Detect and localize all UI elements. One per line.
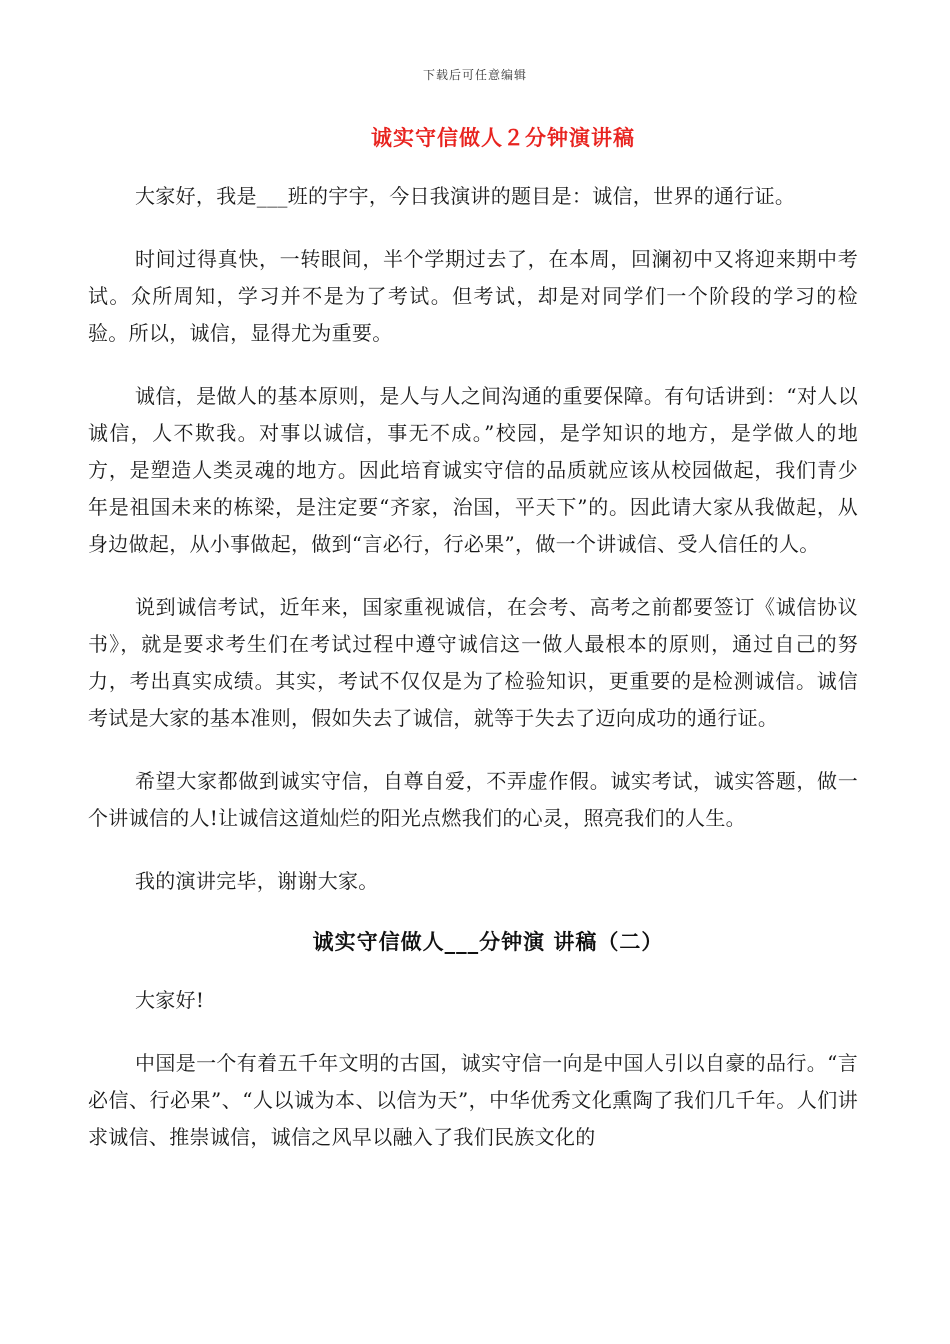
speech-title-1: 诚实守信做人２分钟演讲稿 bbox=[371, 125, 635, 150]
speech-title-2: 诚实守信做人___分钟演 讲稿（二） bbox=[312, 929, 664, 954]
paragraph-exam-intro: 时间过得真快，一转眼间，半个学期过去了，在本周，回澜初中又将迎来期中考试。众所周知，学习并不是为了考试。但考试，却是对同学们一个阶段的学习的检验。所以，诚信，显得尤为重要。 bbox=[88, 247, 858, 345]
document-body bbox=[88, 118, 858, 1156]
paragraph-greeting: 大家好，我是___班的宇宇，今日我演讲的题目是：诚信，世界的通行证。 bbox=[135, 184, 796, 208]
header-note: 下载后可任意编辑 bbox=[422, 68, 527, 82]
paragraph-closing: 我的演讲完毕，谢谢大家。 bbox=[135, 869, 379, 893]
paragraph-china-integrity: 中国是一个有着五千年文明的古国，诚实守信一向是中国人引以自豪的品行。“言必信、行必果”、“人以诚为本、以信为天”，中华优秀文化熏陶了我们几千年。人们讲求诚信、推崇诚信，诚信之风早以融入了我们民族文化的 bbox=[88, 1051, 858, 1149]
paragraph-greeting-2: 大家好! bbox=[135, 988, 205, 1012]
paragraph-honest-exam: 说到诚信考试，近年来，国家重视诚信，在会考、高考之前都要签订《诚信协议书》，就是要求考生们在考试过程中遵守诚信这一做人最根本的原则，通过自己的努力，考出真实成绩。其实，考试不仅仅是为了检验知识，更重要的是检测诚信。诚信考试是大家的基本准则，假如失去了诚信，就等于失去了迈向成功的通行证。 bbox=[88, 595, 858, 730]
paragraph-integrity-principle: 诚信，是做人的基本原则，是人与人之间沟通的重要保障。有句话讲到：“对人以诚信，人不欺我。对事以诚信，事无不成。”校园，是学知识的地方，是学做人的地方，是塑造人类灵魂的地方。因此培育诚实守信的品质就应该从校园做起，我们青少年是祖国未来的栋梁，是注定要“齐家，治国，平天下”的。因此请大家从我做起，从身边做起，从小事做起，做到“言必行，行必果”，做一个讲诚信、受人信任的人。 bbox=[88, 384, 858, 556]
paragraph-hope: 希望大家都做到诚实守信，自尊自爱，不弄虚作假。诚实考试，诚实答题，做一个讲诚信的人!让诚信这道灿烂的阳光点燃我们的心灵，照亮我们的人生。 bbox=[88, 769, 858, 830]
